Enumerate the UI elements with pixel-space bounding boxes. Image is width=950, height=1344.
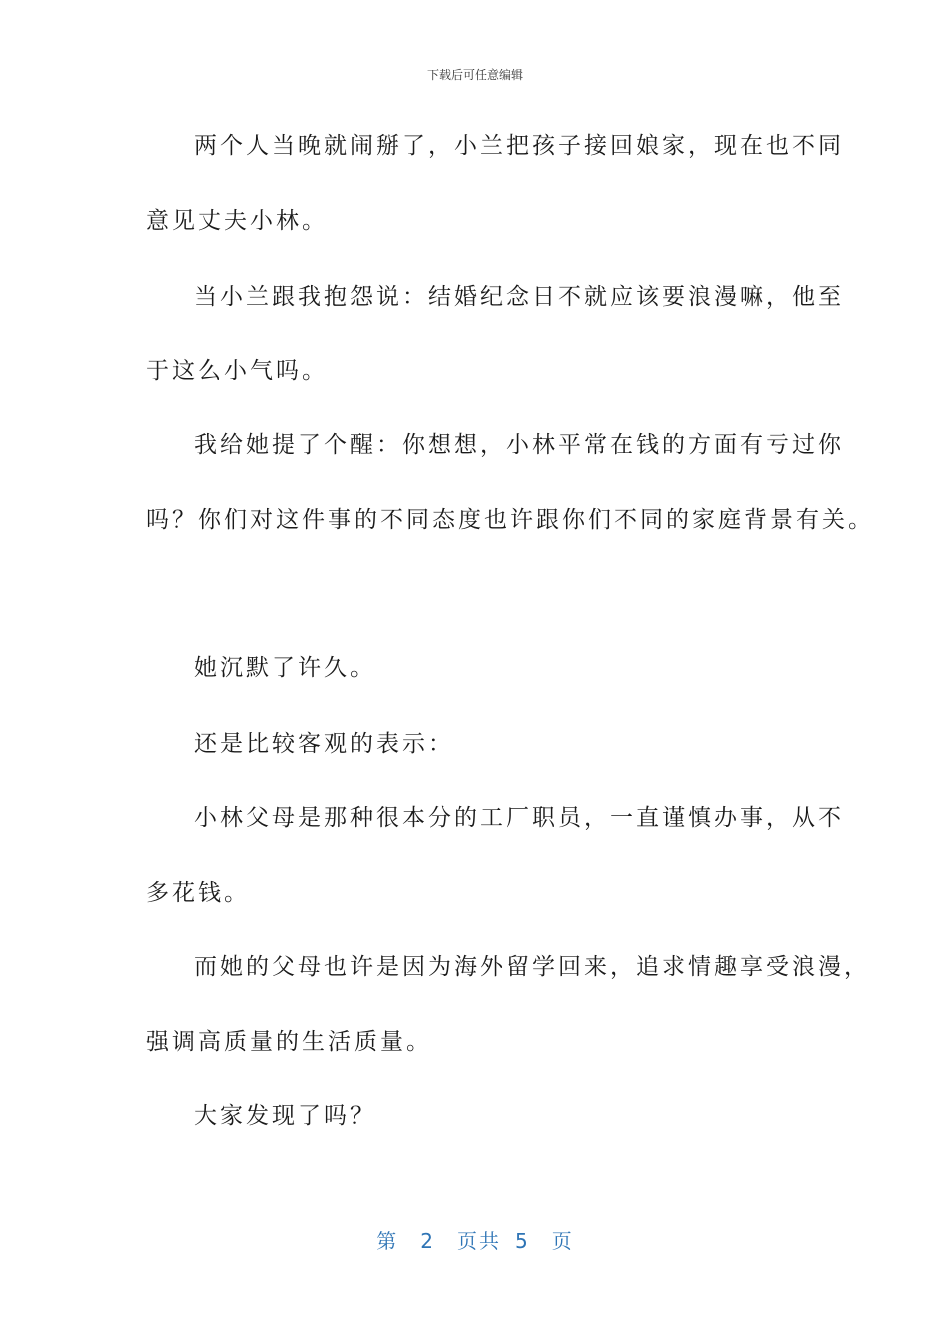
paragraph-line: 两个人当晚就闹掰了，小兰把孩子接回娘家，现在也不同: [194, 133, 844, 159]
paragraph-line: 她沉默了许久。: [194, 655, 376, 681]
paragraph-line: 多花钱。: [146, 880, 250, 906]
paragraph-line: 大家发现了吗？: [194, 1103, 376, 1129]
paragraph-line: 我给她提了个醒：你想想，小林平常在钱的方面有亏过你: [194, 432, 844, 458]
paragraph-line: 还是比较客观的表示：: [194, 731, 454, 757]
paragraph-line: 强调高质量的生活质量。: [146, 1029, 432, 1055]
paragraph-line: 而她的父母也许是因为海外留学回来，追求情趣享受浪漫，: [194, 954, 870, 980]
total-pages-number: 5: [515, 1229, 530, 1253]
page-footer: [0, 1225, 950, 1254]
current-page-number: 2: [420, 1229, 435, 1253]
page-label-suffix: 页: [551, 1229, 574, 1253]
paragraph-line: 小林父母是那种很本分的工厂职员，一直谨慎办事，从不: [194, 805, 844, 831]
page-label-mid: 页共: [457, 1229, 501, 1253]
paragraph-line: 吗？你们对这件事的不同态度也许跟你们不同的家庭背景有关。: [146, 507, 874, 533]
paragraph-line: 意见丈夫小林。: [146, 208, 328, 234]
paragraph-line: 于这么小气吗。: [146, 358, 328, 384]
page-header: 下载后可任意编辑: [426, 68, 523, 82]
paragraph-line: 当小兰跟我抱怨说：结婚纪念日不就应该要浪漫嘛，他至: [194, 284, 844, 310]
page-label-prefix: 第: [376, 1229, 399, 1253]
